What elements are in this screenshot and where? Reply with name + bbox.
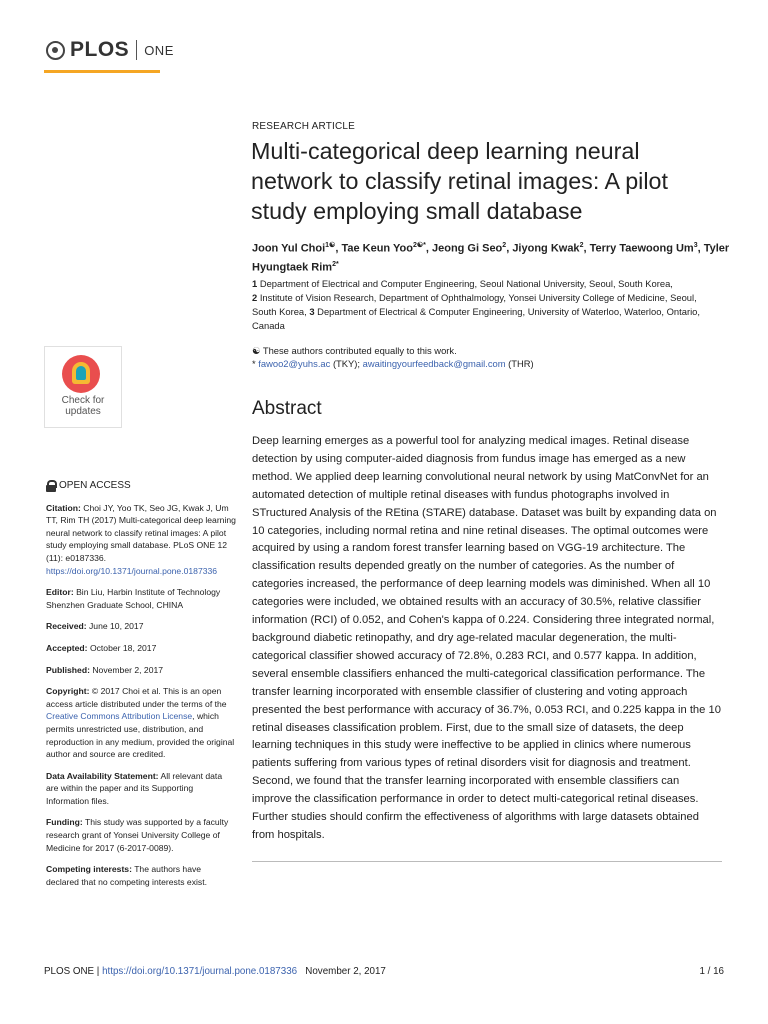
affiliation-text: Institute of Vision Research, Department of Ophthalmology, Yonsei University College of Medicine, Seoul, South Korea,	[252, 292, 697, 317]
footer-doi-link[interactable]: https://doi.org/10.1371/journal.pone.0187336	[102, 966, 298, 977]
equal-contribution-note: ☯ These authors contributed equally to this work.	[252, 345, 457, 356]
received-date: Received: June 10, 2017	[46, 621, 144, 632]
open-lock-icon	[46, 480, 56, 492]
page-number: 1 / 16	[699, 966, 724, 977]
citation-doi-link[interactable]: https://doi.org/10.1371/journal.pone.0187336	[46, 565, 218, 576]
affiliation-number: 3	[309, 306, 315, 317]
plos-logo-icon	[44, 39, 66, 61]
author-name: Jiyong Kwak	[512, 242, 580, 255]
email-owner-thr: (THR)	[508, 358, 534, 369]
author-sup: 3	[693, 242, 698, 249]
affiliation-text: Department of Electrical and Computer Engineering, Seoul National University, Seoul, South Korea,	[259, 278, 673, 289]
editor-block: Editor: Bin Liu, Harbin Institute of Technology Shenzhen Graduate School, CHINA	[46, 587, 221, 610]
section-divider	[252, 861, 722, 862]
page-footer	[44, 966, 724, 977]
logo-accent-bar	[44, 70, 160, 73]
abstract-heading: Abstract	[252, 398, 322, 419]
author-sup: 1☯	[325, 242, 336, 249]
author-sup: 2	[579, 242, 584, 249]
abstract-text: Deep learning emerges as a powerful tool for analyzing medical images. Retinal disease detection by using computer-aided diagnosis from fundus image has emerged as a new method. We applied deep learning convolutional neural network by using MatConvNet for an automated detection of multiple retinal diseases with fundus photographs involved in STructured Analysis of the REtina (STARE) database. Dataset was built by expanding data on 10 categories, including normal retina and nine retinal diseases. The optimal outcomes were acquired by using a random forest transfer learning based on VGG-19 architecture. The classification results depended greatly on the number of categories. As the number of categories increased, the performance of deep learning models was diminished. When all 10 categories were included, we obtained results with an accuracy of 30.5%, relative classifier information (RCI) of 0.052, and Cohen's kappa of 0.224. Considering three integrated normal, background diabetic retinopathy, and dry age-related macular degeneration, the multi-categorical classifier showed accuracy of 72.8%, 0.283 RCI, and 0.577 kappa. In addition, several ensemble classifiers enhanced the multi-categorical classification performance. The transfer learning incorporated with ensemble classifier of clustering and voting approach presented the best performance with accuracy of 36.7%, 0.053 RCI, and 0.225 kappa in the 10 retinal diseases classification problem. First, due to the small size of datasets, the deep learning techniques in this study were ineffective to be applied in clinics where numerous patients suffering from various types of retinal disorders visit for diagnosis and treatment. Second, we found that the transfer learning incorporated with ensemble classifiers can improve the classification performance in order to detect multi-categorical retinal diseases. Further studies should confirm the effectiveness of algorithms with large datasets obtained from hospitals.	[252, 435, 721, 841]
email-link-tky[interactable]: fawoo2@yuhs.ac	[258, 358, 331, 369]
article-type: RESEARCH ARTICLE	[252, 121, 356, 132]
published-date: Published: November 2, 2017	[46, 664, 164, 675]
footer-journal: PLOS ONE |	[44, 966, 100, 977]
data-availability-block: Data Availability Statement: All relevant data are within the paper and its Supporting Information files.	[46, 770, 223, 806]
author-name: Joon Yul Choi	[252, 242, 326, 255]
affiliation-text: Department of Electrical & Computer Engineering, University of Waterloo, Waterloo, Ontario, Canada	[252, 306, 700, 331]
corresponding-emails	[252, 357, 722, 370]
check-for-updates-badge[interactable]	[44, 346, 122, 428]
citation-block: Citation: Choi JY, Yoo TK, Seo JG, Kwak J, Um TT, Rim TH (2017) Multi-categorical deep learning neural network to classify retinal images: A pilot study employing small database. PLoS ONE 12 (11): e0187336. https://doi.org/10.1371/journal.pone.0187336	[46, 502, 236, 576]
license-link[interactable]: Creative Commons Attribution License	[46, 711, 193, 722]
footer-date: November 2, 2017	[305, 966, 386, 977]
open-access-label: OPEN ACCESS	[46, 480, 236, 493]
funding-block: Funding: This study was supported by a faculty research grant of Yonsei University College of Medicine for 2017 (6-2017-0089).	[46, 817, 229, 853]
article-title: Multi-categorical deep learning neural network to classify retinal images: A pilot study employing small database	[251, 138, 668, 224]
affiliation-number: 1	[252, 278, 258, 289]
accepted-date: Accepted: October 18, 2017	[46, 642, 157, 653]
author-sup: 2☯*	[412, 242, 426, 249]
affiliations	[252, 277, 722, 333]
corresponding-star: *	[252, 358, 256, 369]
logo-divider	[136, 40, 137, 60]
author-list: Joon Yul Choi$^{1☯}$, Tae Keun Yoo$^{2☯*}$, Jeong Gi Seo$^2$, Jiyong Kwak$^2$, Terry Taewoong Um$^3$, Tyler Hyungtaek Rim$^{2*}$	[252, 242, 730, 274]
competing-interests-block: Competing interests: The authors have declared that no competing interests exist.	[46, 864, 207, 887]
copyright-block: Copyright: © 2017 Choi et al. This is an open access article distributed under the terms of the Creative Commons Attribution License, which permits unrestricted use, distribution, and reproduction in any medium, provided the original author and source are credited.	[46, 686, 235, 760]
author-name: Tae Keun Yoo	[341, 242, 413, 255]
author-notes	[252, 344, 722, 370]
affiliation-number: 2	[252, 292, 258, 303]
logo-journal: ONE	[144, 42, 174, 58]
email-owner-tky: (TKY);	[332, 358, 361, 369]
logo-brand: PLOS	[70, 38, 130, 61]
author-name: Jeong Gi Seo	[431, 242, 503, 255]
footer-citation	[44, 966, 386, 977]
plos-one-logo[interactable]	[44, 36, 174, 64]
email-link-thr[interactable]: awaitingyourfeedback@gmail.com	[362, 358, 506, 369]
author-sup: 2	[502, 242, 507, 249]
author-name: Terry Taewoong Um	[589, 242, 694, 255]
author-sup: 2*	[332, 260, 339, 268]
check-updates-label: Check for updates	[61, 395, 105, 417]
author-name: Tyler Hyungtaek Rim	[252, 242, 730, 274]
article-metadata-sidebar	[46, 480, 236, 897]
